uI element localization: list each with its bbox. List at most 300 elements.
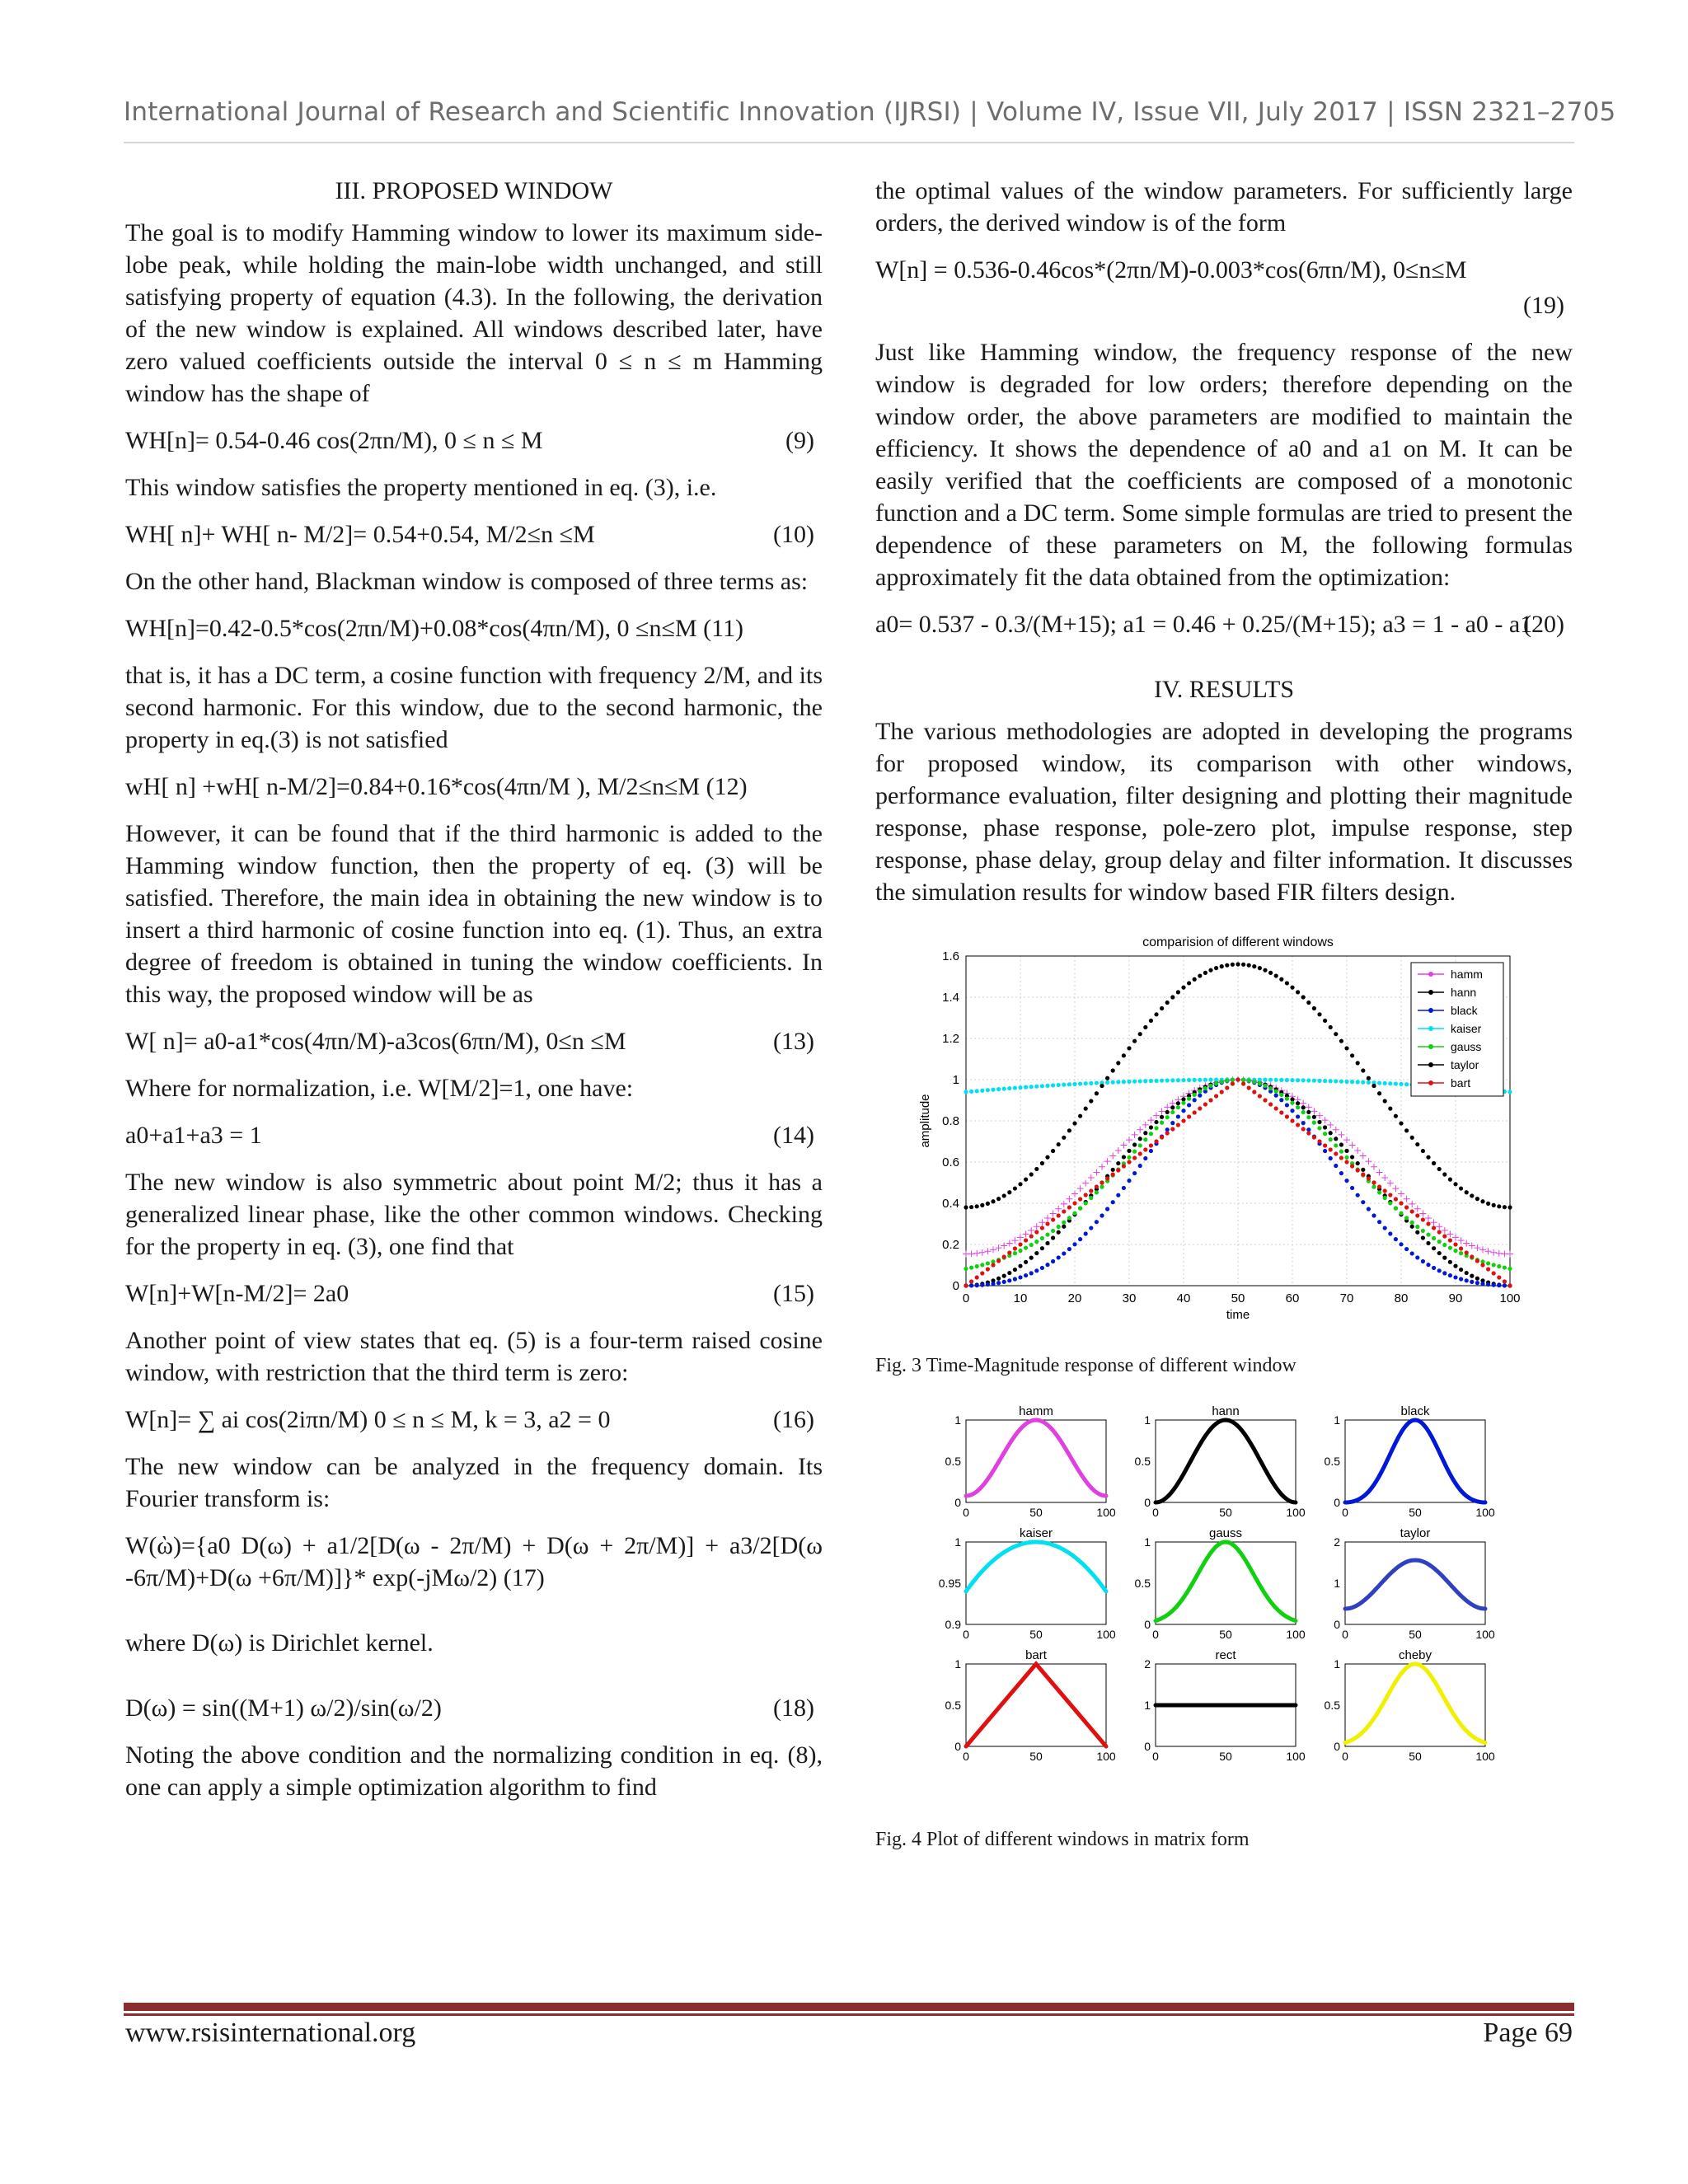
data-point bbox=[1290, 1101, 1294, 1105]
legend-marker bbox=[1428, 1008, 1433, 1013]
data-point bbox=[1067, 1247, 1071, 1251]
data-point bbox=[1132, 1039, 1137, 1043]
data-point bbox=[1432, 1266, 1436, 1270]
data-point bbox=[1507, 1205, 1512, 1209]
paragraph: Just like Hamming window, the frequency response of the new window is degraded for low orders; therefore depending on the window order, the above parameters are modified to maintain the efficiency. It shows the dependence of a0 and a1 on M. It can be easily verified that the coefficients are composed of a monotonic function and a DC term. Some simple formulas are tried to present the dependence of these parameters on M, the following formulas approximately fit the data obtained from the optimization: bbox=[875, 339, 1573, 591]
data-point bbox=[1007, 1250, 1011, 1254]
data-point bbox=[1492, 1203, 1496, 1207]
data-point bbox=[1410, 1251, 1414, 1255]
equation-19: W[n] = 0.536-0.46cos*(2πn/M)-0.003*cos(6πn/M), 0≤n≤M bbox=[875, 256, 1467, 284]
data-point bbox=[1480, 1263, 1484, 1267]
data-point bbox=[1306, 1078, 1311, 1082]
data-point bbox=[1475, 1277, 1479, 1281]
data-point bbox=[1039, 1219, 1045, 1226]
data-point bbox=[1122, 1155, 1126, 1159]
data-point bbox=[1377, 1091, 1381, 1095]
data-point bbox=[1388, 1193, 1392, 1197]
y-tick-label: 1 bbox=[954, 1657, 961, 1671]
x-tick-label: 50 bbox=[1029, 1750, 1043, 1763]
data-point bbox=[1409, 1201, 1415, 1207]
panel-title: cheby bbox=[1398, 1648, 1432, 1662]
equation-text: D(ω) = sin((M+1) ω/2)/sin(ω/2) bbox=[125, 1694, 442, 1722]
data-point bbox=[1453, 1264, 1457, 1268]
data-point bbox=[1432, 1161, 1436, 1165]
data-point bbox=[1082, 1180, 1089, 1187]
equation-number: (16) bbox=[773, 1406, 814, 1433]
data-point bbox=[1051, 1217, 1055, 1221]
data-point bbox=[1507, 1090, 1512, 1094]
data-point bbox=[1057, 1083, 1061, 1087]
data-point bbox=[1100, 1185, 1104, 1189]
data-point bbox=[1231, 1078, 1235, 1082]
data-point bbox=[1214, 1081, 1218, 1085]
data-point bbox=[1149, 1079, 1153, 1083]
y-tick-label: 1.4 bbox=[942, 991, 959, 1005]
data-point bbox=[1437, 1240, 1442, 1244]
data-point bbox=[1334, 1164, 1338, 1168]
data-point bbox=[1208, 1084, 1212, 1088]
data-point bbox=[1285, 1097, 1289, 1101]
data-point bbox=[1459, 1251, 1463, 1255]
data-point bbox=[1470, 1193, 1474, 1197]
data-point bbox=[1470, 1274, 1474, 1278]
data-point bbox=[991, 1263, 995, 1267]
data-point bbox=[1024, 1246, 1028, 1250]
data-point bbox=[1316, 1113, 1323, 1119]
data-point bbox=[1268, 971, 1273, 975]
data-point bbox=[1078, 1081, 1082, 1085]
data-point bbox=[1415, 1230, 1419, 1235]
data-point bbox=[1149, 1143, 1153, 1147]
data-point bbox=[986, 1261, 990, 1265]
x-tick-label: 50 bbox=[1219, 1506, 1232, 1519]
data-point bbox=[1421, 1149, 1425, 1153]
data-point bbox=[1329, 1079, 1333, 1083]
data-point bbox=[1116, 1193, 1120, 1197]
data-point bbox=[980, 1089, 984, 1093]
data-point bbox=[1013, 1277, 1017, 1281]
data-point bbox=[1327, 1122, 1334, 1128]
data-point bbox=[1095, 1220, 1099, 1224]
window-curve bbox=[1156, 1420, 1296, 1502]
data-point bbox=[1176, 1101, 1180, 1105]
y-tick-label: 0 bbox=[954, 1496, 961, 1509]
data-point bbox=[1263, 1084, 1267, 1088]
data-point bbox=[1051, 1229, 1055, 1233]
data-point bbox=[1034, 1268, 1039, 1272]
window-curve bbox=[966, 1664, 1106, 1746]
data-point bbox=[1290, 1118, 1294, 1122]
data-point bbox=[1452, 1234, 1459, 1240]
data-point bbox=[1480, 1282, 1484, 1286]
data-point bbox=[1398, 1190, 1404, 1197]
data-point bbox=[1376, 1169, 1383, 1175]
data-point bbox=[1193, 1098, 1197, 1102]
data-point bbox=[1165, 1078, 1170, 1082]
data-point bbox=[1415, 1142, 1419, 1146]
data-point bbox=[1421, 1235, 1425, 1240]
window-curve bbox=[966, 1420, 1106, 1496]
data-point bbox=[1372, 1180, 1376, 1184]
data-point bbox=[1367, 1076, 1371, 1080]
legend-marker bbox=[1428, 990, 1433, 995]
x-tick-label: 50 bbox=[1029, 1628, 1043, 1641]
data-point bbox=[1361, 1068, 1365, 1072]
data-point bbox=[1383, 1188, 1387, 1193]
data-point bbox=[1154, 1139, 1158, 1143]
data-point bbox=[1399, 1201, 1403, 1205]
x-tick-label: 0 bbox=[963, 1750, 969, 1763]
data-point bbox=[1154, 1126, 1158, 1130]
data-point bbox=[1329, 1156, 1333, 1160]
data-point bbox=[1105, 1076, 1109, 1080]
data-point bbox=[1311, 1108, 1317, 1114]
legend-marker bbox=[1428, 1026, 1433, 1031]
data-point bbox=[1507, 1283, 1512, 1287]
data-point bbox=[1045, 1084, 1049, 1088]
data-point bbox=[1279, 1093, 1283, 1097]
panel-cheby bbox=[1325, 1648, 1495, 1763]
legend-label: bart bbox=[1451, 1076, 1471, 1090]
data-point bbox=[1410, 1221, 1414, 1225]
data-point bbox=[1290, 1108, 1294, 1113]
data-point bbox=[1170, 1078, 1175, 1082]
data-point bbox=[1193, 1078, 1197, 1082]
data-point bbox=[1029, 1271, 1034, 1275]
data-point bbox=[1072, 1201, 1076, 1205]
data-point bbox=[1301, 1078, 1306, 1082]
data-point bbox=[1344, 1080, 1348, 1084]
data-point bbox=[1279, 1078, 1283, 1082]
data-point bbox=[1149, 1132, 1153, 1136]
x-tick-label: 100 bbox=[1499, 1291, 1521, 1305]
data-point bbox=[1490, 1249, 1497, 1256]
data-point bbox=[1465, 1250, 1469, 1254]
figure-4 bbox=[875, 1399, 1573, 1856]
data-point bbox=[1002, 1254, 1006, 1258]
data-point bbox=[1018, 1242, 1022, 1246]
data-point bbox=[1492, 1283, 1496, 1287]
data-point bbox=[1143, 1147, 1147, 1151]
data-point bbox=[1497, 1264, 1501, 1268]
data-point bbox=[1062, 1221, 1066, 1225]
data-point bbox=[1496, 1250, 1503, 1257]
data-point bbox=[1034, 1251, 1039, 1255]
y-axis-label: amplitude bbox=[918, 1094, 932, 1148]
data-point bbox=[1176, 1122, 1180, 1127]
data-point bbox=[1160, 1079, 1164, 1083]
x-tick-label: 100 bbox=[1286, 1506, 1306, 1519]
data-point bbox=[1322, 1117, 1329, 1123]
x-tick-label: 100 bbox=[1475, 1628, 1495, 1641]
x-axis-label: time bbox=[1226, 1308, 1250, 1322]
data-point bbox=[1007, 1278, 1011, 1282]
data-point bbox=[1187, 1103, 1191, 1107]
paragraph: The new window is also symmetric about point M/2; thus it has a generalized linear phase, like the other common windows. Checking for the property in eq. (3), one find that bbox=[125, 1169, 823, 1260]
data-point bbox=[990, 1246, 996, 1253]
data-point bbox=[1165, 1115, 1170, 1119]
data-point bbox=[969, 1265, 973, 1269]
data-point bbox=[1312, 1135, 1316, 1139]
data-point bbox=[1164, 1104, 1170, 1110]
data-point bbox=[1084, 1231, 1088, 1235]
data-point bbox=[1421, 1217, 1425, 1221]
data-point bbox=[969, 1283, 973, 1287]
data-point bbox=[1132, 1080, 1137, 1084]
data-point bbox=[1126, 1137, 1132, 1143]
legend-marker bbox=[1428, 1044, 1433, 1049]
data-point bbox=[1392, 1185, 1399, 1192]
data-point bbox=[1404, 1128, 1409, 1132]
data-point bbox=[1067, 1128, 1071, 1132]
data-point bbox=[1274, 1078, 1278, 1082]
data-point bbox=[1453, 1182, 1457, 1186]
equation-number: (15) bbox=[773, 1280, 814, 1307]
panel-taylor bbox=[1334, 1526, 1495, 1641]
data-point bbox=[1132, 1142, 1137, 1146]
data-point bbox=[1089, 1196, 1093, 1200]
data-point bbox=[1486, 1267, 1490, 1271]
data-point bbox=[1160, 1121, 1164, 1125]
data-point bbox=[1377, 1190, 1381, 1194]
data-point bbox=[1323, 1143, 1327, 1147]
data-point bbox=[1040, 1161, 1044, 1165]
data-point bbox=[1029, 1085, 1034, 1089]
data-point bbox=[1301, 1105, 1306, 1109]
data-point bbox=[1274, 1094, 1278, 1098]
data-point bbox=[1507, 1267, 1512, 1271]
data-point bbox=[1485, 1248, 1492, 1254]
data-point bbox=[1459, 1246, 1463, 1250]
equation-text: W[n]+W[n-M/2]= 2a0 bbox=[125, 1280, 349, 1307]
data-point bbox=[1344, 1160, 1348, 1164]
data-point bbox=[1479, 1246, 1486, 1253]
y-tick-label: 0.5 bbox=[945, 1455, 961, 1468]
data-point bbox=[1143, 1156, 1147, 1160]
data-point bbox=[1247, 1085, 1251, 1090]
data-point bbox=[1442, 1271, 1447, 1275]
data-point bbox=[1274, 1106, 1278, 1110]
data-point bbox=[1181, 986, 1185, 990]
equation-text: WH[n]=0.42-0.5*cos(2πn/M)+0.08*cos(4πn/M), 0 ≤n≤M (11) bbox=[125, 615, 744, 642]
data-point bbox=[1350, 1080, 1354, 1084]
data-point bbox=[1419, 1210, 1426, 1216]
data-point bbox=[1057, 1255, 1061, 1259]
data-point bbox=[1247, 963, 1251, 968]
data-point bbox=[1410, 1136, 1414, 1140]
data-point bbox=[1354, 1147, 1361, 1154]
x-tick-label: 0 bbox=[962, 1291, 970, 1305]
data-point bbox=[1290, 1078, 1294, 1082]
data-point bbox=[1153, 1113, 1160, 1119]
data-point bbox=[1437, 1230, 1442, 1234]
data-point bbox=[1170, 995, 1175, 999]
data-point bbox=[1432, 1236, 1436, 1240]
equation-text: wH[ n] +wH[ n-M/2]=0.84+0.16*cos(4πn/M ), M/2≤n≤M (12) bbox=[125, 773, 748, 800]
data-point bbox=[1149, 1149, 1153, 1153]
y-tick-label: 0 bbox=[952, 1279, 959, 1293]
data-point bbox=[1296, 1114, 1300, 1118]
data-point bbox=[1072, 1121, 1076, 1125]
data-point bbox=[1371, 1164, 1377, 1170]
data-point bbox=[1432, 1226, 1436, 1230]
data-point bbox=[1024, 1260, 1028, 1264]
data-point bbox=[1051, 1083, 1055, 1087]
data-point bbox=[1317, 1139, 1321, 1143]
data-point bbox=[1040, 1084, 1044, 1088]
panel-bart bbox=[945, 1648, 1116, 1763]
data-point bbox=[1388, 1201, 1392, 1205]
data-point bbox=[1399, 1082, 1403, 1086]
data-point bbox=[1306, 1131, 1311, 1135]
data-point bbox=[1394, 1237, 1398, 1241]
data-point bbox=[1051, 1149, 1055, 1153]
data-point bbox=[1334, 1079, 1338, 1083]
data-point bbox=[1198, 973, 1202, 977]
data-point bbox=[1220, 1080, 1224, 1084]
data-point bbox=[1448, 1178, 1452, 1182]
legend-label: hann bbox=[1451, 986, 1477, 999]
data-point bbox=[1426, 1155, 1430, 1160]
data-point bbox=[1057, 1213, 1061, 1217]
data-point bbox=[1034, 1223, 1040, 1230]
data-point bbox=[1138, 1079, 1142, 1083]
data-point bbox=[1029, 1243, 1034, 1247]
data-point bbox=[1279, 1110, 1283, 1114]
data-point bbox=[1143, 1131, 1147, 1135]
paragraph: that is, it has a DC term, a cosine function with frequency 2/M, and its second harmonic. For this window, due to the second harmonic, the property in eq.(3) is not satisfied bbox=[125, 662, 823, 753]
data-point bbox=[1339, 1142, 1343, 1146]
y-tick-label: 0.9 bbox=[945, 1618, 961, 1631]
data-point bbox=[1127, 1155, 1131, 1160]
data-point bbox=[1404, 1196, 1410, 1202]
data-point bbox=[1410, 1225, 1414, 1229]
data-point bbox=[1018, 1264, 1022, 1268]
x-tick-label: 0 bbox=[1152, 1506, 1159, 1519]
data-point bbox=[1388, 1231, 1392, 1235]
data-point bbox=[980, 1203, 984, 1207]
data-point bbox=[1404, 1205, 1409, 1209]
data-point bbox=[1426, 1232, 1430, 1236]
data-point bbox=[1459, 1268, 1463, 1272]
data-point bbox=[979, 1249, 986, 1256]
data-point bbox=[1007, 1190, 1011, 1194]
data-point bbox=[1095, 1091, 1099, 1095]
data-point bbox=[1013, 1246, 1017, 1250]
data-point bbox=[1132, 1150, 1137, 1154]
data-point bbox=[1084, 1107, 1088, 1111]
data-point bbox=[1361, 1080, 1365, 1085]
data-point bbox=[1045, 1221, 1049, 1226]
data-point bbox=[1421, 1229, 1425, 1233]
paragraph: Noting the above condition and the normalizing condition in eq. (8), one can apply a simple optimization algorithm to find bbox=[125, 1741, 823, 1801]
data-point bbox=[1258, 966, 1262, 970]
data-point bbox=[1507, 1251, 1513, 1258]
y-tick-label: 0.2 bbox=[942, 1238, 959, 1252]
data-point bbox=[1122, 1080, 1126, 1084]
data-point bbox=[1344, 1155, 1348, 1160]
data-point bbox=[1034, 1230, 1039, 1234]
data-point bbox=[973, 1250, 980, 1257]
data-point bbox=[1343, 1137, 1350, 1143]
data-point bbox=[1088, 1174, 1095, 1181]
data-point bbox=[1095, 1190, 1099, 1194]
x-tick-label: 50 bbox=[1409, 1506, 1422, 1519]
data-point bbox=[1072, 1211, 1076, 1215]
data-point bbox=[996, 1258, 1001, 1263]
data-point bbox=[1116, 1168, 1120, 1172]
data-point bbox=[1078, 1237, 1082, 1241]
data-point bbox=[1225, 963, 1229, 968]
data-point bbox=[1187, 1078, 1191, 1082]
data-point bbox=[1258, 1077, 1262, 1081]
data-point bbox=[1078, 1197, 1082, 1201]
data-point bbox=[1089, 1099, 1093, 1103]
data-point bbox=[1132, 1171, 1137, 1175]
data-point bbox=[1334, 1143, 1338, 1147]
equation-14 bbox=[125, 1119, 823, 1151]
data-point bbox=[1486, 1202, 1490, 1206]
data-point bbox=[1095, 1184, 1099, 1188]
equation-number: (13) bbox=[773, 1028, 814, 1055]
data-point bbox=[1077, 1185, 1084, 1192]
data-point bbox=[1268, 1102, 1273, 1106]
window-curve bbox=[1345, 1560, 1485, 1609]
data-point bbox=[1040, 1226, 1044, 1230]
data-point bbox=[1334, 1137, 1338, 1141]
data-point bbox=[1323, 1079, 1327, 1083]
data-point bbox=[1181, 1101, 1185, 1105]
data-point bbox=[1290, 986, 1294, 990]
window-curve bbox=[1156, 1542, 1296, 1621]
data-point bbox=[1296, 990, 1300, 994]
data-point bbox=[1312, 1121, 1316, 1125]
data-point bbox=[1067, 1082, 1071, 1086]
data-point bbox=[1061, 1201, 1067, 1207]
paragraph: The new window can be analyzed in the frequency domain. Its Fourier transform is: bbox=[125, 1453, 823, 1512]
data-point bbox=[1323, 1132, 1327, 1136]
paragraph: However, it can be found that if the third harmonic is added to the Hamming window function, then the property of eq. (3) will be satisfied. Therefore, the main idea in obtaining the new window is to insert a third harmonic of cosine function into eq. (1). Thus, an extra degree of freedom is obtained in tuning the window coefficients. In this way, the proposed window will be as bbox=[125, 820, 823, 1008]
panel-frame bbox=[1345, 1420, 1485, 1502]
data-point bbox=[1105, 1207, 1109, 1211]
data-point bbox=[964, 1205, 968, 1209]
data-point bbox=[1459, 1186, 1463, 1190]
data-point bbox=[975, 1089, 979, 1093]
data-point bbox=[1111, 1172, 1115, 1176]
y-tick-label: 1 bbox=[1144, 1699, 1151, 1712]
data-point bbox=[1095, 1080, 1099, 1085]
data-point bbox=[1024, 1178, 1028, 1182]
panel-frame bbox=[966, 1420, 1106, 1502]
data-point bbox=[1312, 1006, 1316, 1010]
data-point bbox=[1350, 1155, 1354, 1159]
figure-3-caption: Fig. 3 Time-Magnitude response of different window bbox=[875, 1355, 1296, 1376]
data-point bbox=[1388, 1081, 1392, 1085]
data-point bbox=[1138, 1137, 1142, 1141]
data-point bbox=[975, 1204, 979, 1208]
data-point bbox=[980, 1263, 984, 1267]
data-point bbox=[1078, 1207, 1082, 1211]
y-tick-label: 1 bbox=[954, 1535, 961, 1549]
data-point bbox=[1301, 1127, 1306, 1131]
data-point bbox=[1220, 1090, 1224, 1094]
y-tick-label: 0 bbox=[1144, 1496, 1151, 1509]
data-point bbox=[1138, 1164, 1142, 1168]
data-point bbox=[1160, 1006, 1164, 1010]
data-point bbox=[1486, 1282, 1490, 1286]
data-point bbox=[1002, 1193, 1006, 1197]
data-point bbox=[1453, 1249, 1457, 1253]
